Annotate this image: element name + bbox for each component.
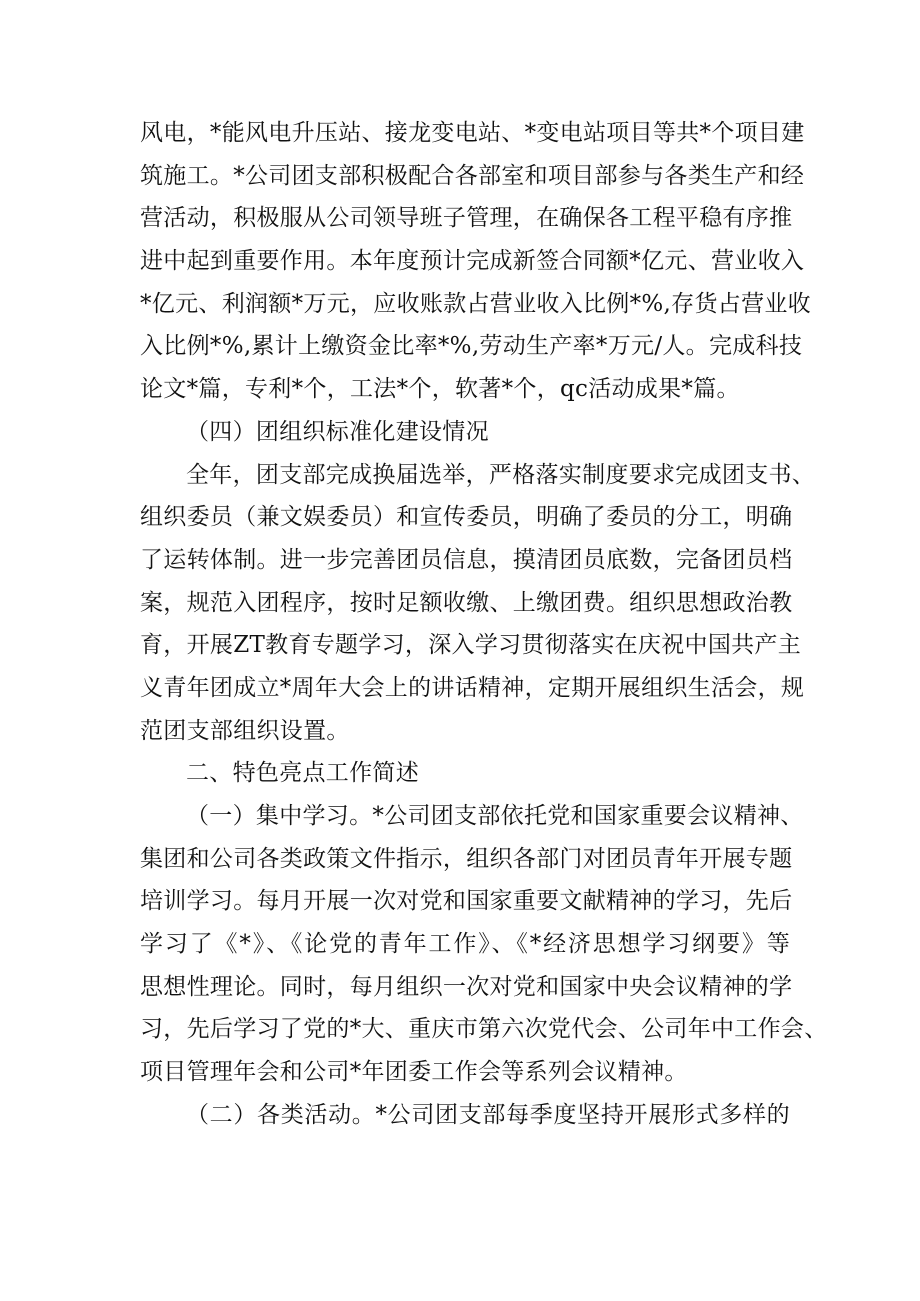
- paragraph-line: 育，开展ZT教育专题学习，深入学习贯彻落实在庆祝中国共产主: [140, 632, 802, 659]
- paragraph-line: 风电，*能风电升压站、接龙变电站、*变电站项目等共*个项目建: [140, 120, 805, 146]
- section-heading: （四）团组织标准化建设情况: [186, 418, 489, 445]
- paragraph-line: 组织委员（兼文娱委员）和宣传委员，明确了委员的分工，明确: [140, 504, 793, 531]
- paragraph-line: 培训学习。每月开展一次对党和国家重要文献精神的学习，先后: [140, 888, 793, 915]
- paragraph-line: 了运转体制。进一步完善团员信息，摸清团员底数，完备团员档: [140, 546, 793, 573]
- paragraph-line: 入比例*%,累计上缴资金比率*%,劳动生产率*万元/人。完成科技: [140, 333, 803, 360]
- paragraph-line: 营活动，积极服从公司领导班子管理，在确保各工程平稳有序推: [140, 205, 793, 232]
- paragraph-line: 全年，团支部完成换届选举，严格落实制度要求完成团支书、: [186, 461, 816, 488]
- document-body: [140, 112, 828, 1137]
- paragraph-line: 案，规范入团程序，按时足额收缴、上缴团费。组织思想政治教: [140, 589, 793, 616]
- paragraph-line: 筑施工。*公司团支部积极配合各部室和项目部参与各类生产和经: [140, 162, 805, 189]
- paragraph-line: 学习了《*》、《论党的青年工作》、《*经济思想学习纲要》等: [140, 931, 790, 958]
- section-heading: 二、特色亮点工作简述: [186, 760, 419, 787]
- paragraph-line: 义青年团成立*周年大会上的讲话精神，定期开展组织生活会，规: [140, 674, 805, 701]
- paragraph-line: （二）各类活动。*公司团支部每季度坚持开展形式多样的: [186, 1101, 790, 1128]
- paragraph-line: 集团和公司各类政策文件指示，组织各部门对团员青年开展专题: [140, 845, 793, 872]
- paragraph-line: 项目管理年会和公司*年团委工作会等系列会议精神。: [140, 1059, 688, 1086]
- paragraph-line: 思想性理论。同时，每月组织一次对党和国家中央会议精神的学: [140, 973, 793, 1000]
- paragraph-line: （一）集中学习。*公司团支部依托党和国家重要会议精神、: [186, 803, 804, 829]
- paragraph-line: 习，先后学习了党的*大、重庆市第六次党代会、公司年中工作会、: [140, 1016, 828, 1043]
- paragraph-line: 进中起到重要作用。本年度预计完成新签合同额*亿元、营业收入: [140, 248, 805, 275]
- paragraph-line: 论文*篇，专利*个，工法*个，软著*个，qc活动成果*篇。: [140, 376, 740, 403]
- paragraph-line: *亿元、利润额*万元，应收账款占营业收入比例*%,存货占营业收: [140, 290, 811, 317]
- paragraph-line: 范团支部组织设置。: [140, 717, 350, 744]
